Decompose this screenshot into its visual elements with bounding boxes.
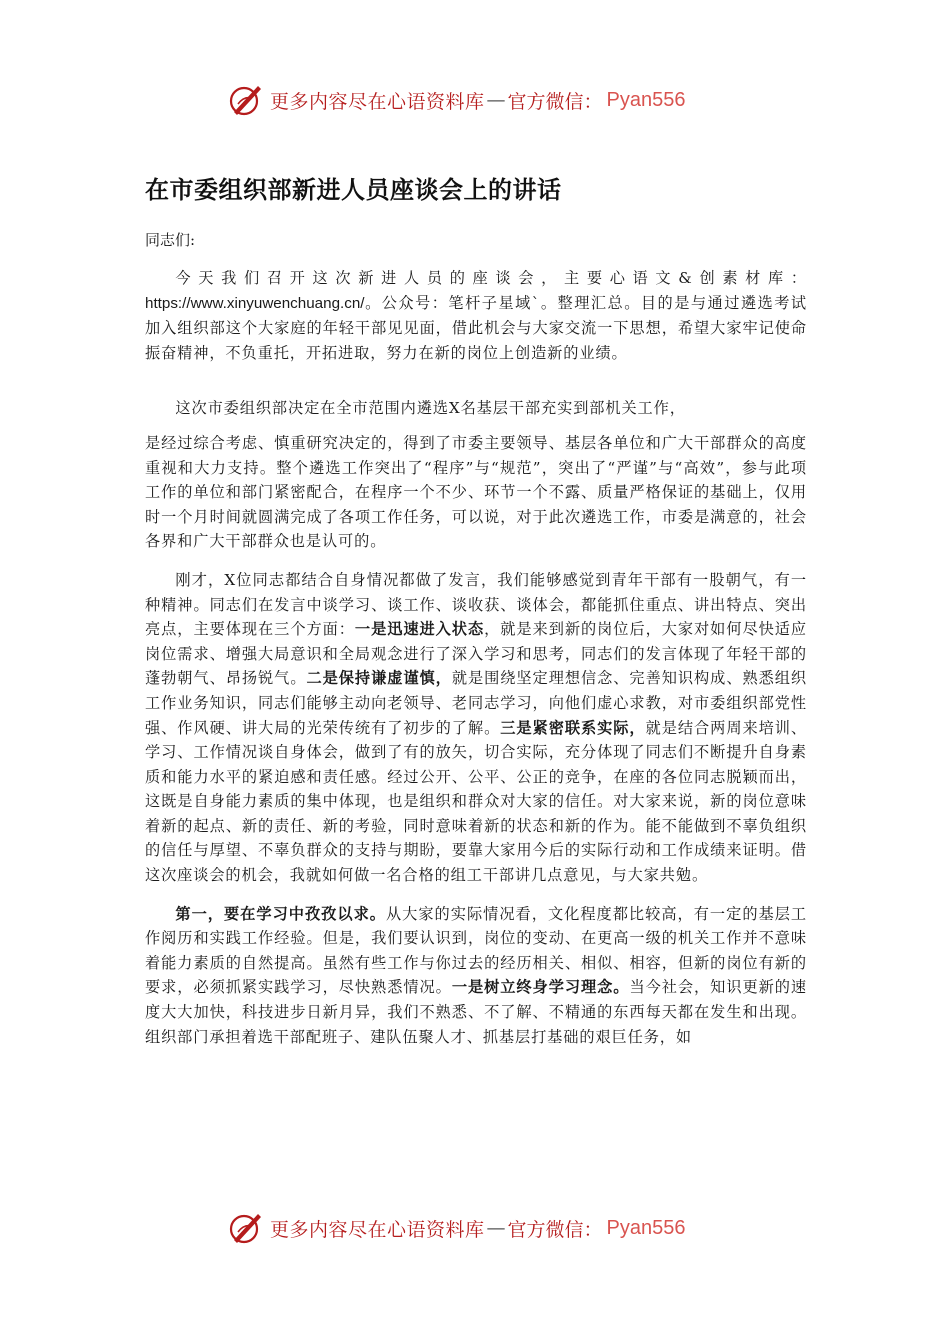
bold-point-three: 三是紧密联系实际， — [500, 718, 646, 737]
footer-watermark-banner — [0, 1206, 950, 1250]
paragraph-intro-text-a: 今天我们召开这次新进人员的座谈会，主要心语文&创素材库： — [175, 269, 807, 287]
paragraph-first-requirement — [145, 902, 807, 1050]
document-body — [145, 170, 807, 1049]
paragraph-speeches — [145, 568, 807, 888]
paragraph-speeches-text-c: ，就是来到新的岗位后，大家对如何尽快适应岗位需求、增强大局意识和全局观念进行了深入学习和思考，同志们的发言体现了年轻干部的蓬勃朝气、昂扬锐气。 — [145, 620, 808, 688]
document-title: 在市委组织部新进人员座谈会上的讲话 — [145, 176, 562, 204]
banner-wechat-label: 官方微信： — [507, 90, 603, 113]
paragraph-speeches-text-a: 刚才，X位同志都结合自身情况都做了发言，我们能够感觉到青年干部有一股朝气，有一种精神。同志们在发言中谈学习、谈工作、谈收获、谈体会，都能抓住重点、讲出特点、突出亮点，主要体现在三个方面： — [145, 570, 807, 639]
banner-wechat-label: 官方微信： — [507, 1218, 603, 1241]
paragraph-selection-body: 是经过综合考虑、慎重研究决定的，得到了市委主要领导、基层各单位和广大干部群众的高度重视和大力支持。整个遴选工作突出了“程序”与“规范”，突出了“严谨”与“高效”，参与此项工作的单位和部门紧密配合，在程序一个不少、环节一个不露、质量严格保证的基础上，仅用时一个月时间就圆满完成了各项工作任务，可以说，对于此次遴选工作，市委是满意的，社会各界和广大干部群众也是认可的。 — [145, 433, 807, 551]
bold-point-one: 一是迅速进入状态 — [354, 620, 485, 639]
banner-separator: — — [486, 1217, 506, 1239]
banner-wechat-id: Pyan556 — [606, 88, 686, 111]
bold-point-two: 二是保持谦虚谨慎， — [306, 669, 452, 688]
banner-wechat-id: Pyan556 — [606, 1216, 686, 1239]
paragraph-intro — [145, 266, 807, 365]
bold-heading-first: 第一，要在学习中孜孜以求。 — [175, 904, 386, 923]
salutation: 同志们: — [145, 231, 196, 249]
bold-subpoint-lifelong-learning: 一是树立终身学习理念。 — [451, 978, 630, 997]
header-watermark-banner — [0, 78, 950, 122]
paragraph-speeches-text-e: 就是结合两周来培训、学习、工作情况谈自身体会，做到了有的放矢，切合实际，充分体现了同志们不断提升自身素质和能力水平的紧迫感和责任感。经过公开、公平、公正的竞争，在座的各位同志脱颖而出，这既是自身能力素质的集中体现，也是组织和群众对大家的信任。对大家来说，新的岗位意味着新的起点、新的责任、新的考验，同时意味着新的状态和新的作为。能不能做到不辜负组织的信任与厚望、不辜负群众的支持与期盼，要靠大家用今后的实际行动和工作成绩来证明。借这次座谈会的机会，我就如何做一名合格的组工干部讲几点意见，与大家共勉。 — [145, 718, 807, 885]
paragraph-first-text-a: 从大家的实际情况看，文化程度都比较高，有一定的基层工作阅历和实践工作经验。但是，我们要认识到，岗位的变动、在更高一级的机关工作并不意味着能力素质的自然提高。虽然有些工作与你过去的经历相关、相似、相容，但新的岗位有新的要求，必须抓紧实践学习，尽快熟悉情况。 — [145, 904, 807, 997]
paragraph-selection-first-line: 这次市委组织部决定在全市范围内遴选X名基层干部充实到部机关工作， — [175, 399, 686, 418]
banner-brand-text: 更多内容尽在心语资料库 — [270, 1218, 485, 1241]
pen-logo-icon — [228, 1210, 264, 1246]
pen-logo-icon — [228, 82, 264, 118]
banner-brand-text: 更多内容尽在心语资料库 — [270, 90, 485, 113]
paragraph-first-text-c: 当今社会，知识更新的速度大大加快，科技进步日新月异，我们不熟悉、不了解、不精通的东西每天都在发生和出现。组织部门承担着选干部配班子、建队伍聚人才、抓基层打基础的艰巨任务，如 — [145, 978, 807, 1046]
banner-separator: — — [486, 89, 506, 111]
website-url: https://www.xinyuwenchuang.cn/ — [145, 294, 365, 312]
paragraph-intro-text-b: 。公众号：笔杆子星域`。整理汇总。目的是与通过遴选考试加入组织部这个大家庭的年轻干部见见面，借此机会与大家交流一下思想，希望大家牢记使命振奋精神，不负重托，开拓进取，努力在新的岗位上创造新的业绩。 — [145, 293, 807, 362]
paragraph-speeches-text-d: 就是围绕坚定理想信念、完善知识构成、熟悉组织工作业务知识，同志们能够主动向老领导、老同志学习，向他们虚心求教，对市委组织部党性强、作风硬、讲大局的光荣传统有了初步的了解。 — [145, 669, 807, 737]
